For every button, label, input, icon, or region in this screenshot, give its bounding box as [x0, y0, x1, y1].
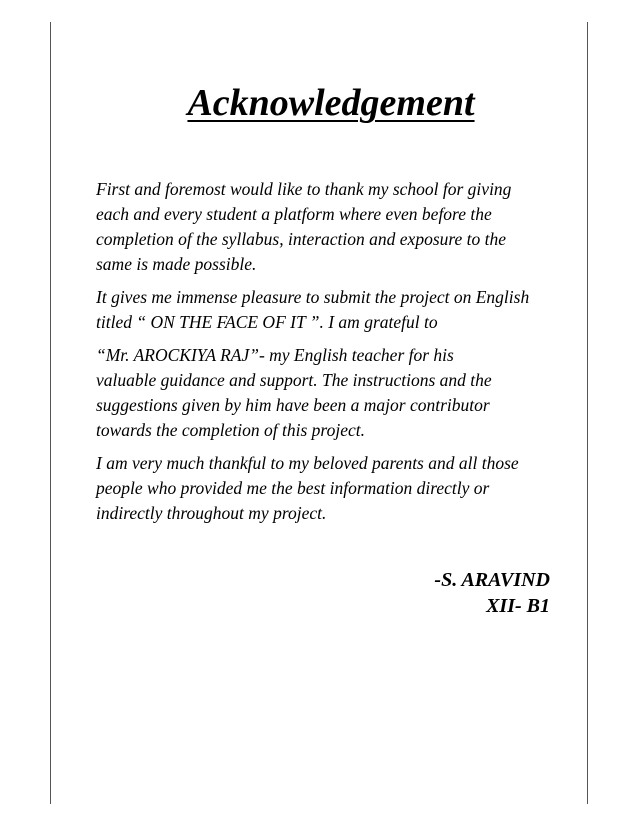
text-line: “Mr. AROCKIYA RAJ”- my English teacher for his — [96, 345, 454, 365]
text-line: indirectly throughout my project. — [96, 503, 327, 523]
page-border-right — [587, 22, 588, 804]
text-line: I am very much thankful to my beloved parents and all those — [96, 453, 519, 473]
page-title-text: Acknowledgement — [187, 82, 475, 124]
page-border-left — [50, 22, 51, 804]
text-line: completion of the syllabus, interaction and exposure to the — [96, 229, 507, 249]
signature-class: XII- B1 — [486, 595, 550, 617]
text-line: valuable guidance and support. The instructions and the — [96, 370, 492, 390]
text-line: First and foremost would like to thank my school for giving — [96, 179, 512, 199]
text-line: towards the completion of this project. — [96, 420, 365, 440]
text-line: It gives me immense pleasure to submit the project on English — [96, 287, 530, 307]
text-line: each and every student a platform where even before the — [96, 204, 492, 224]
text-line: titled “ ON THE FACE OF IT ”. I am grateful to — [96, 312, 438, 332]
paragraph-teacher — [96, 343, 566, 443]
acknowledgement-body — [96, 177, 566, 534]
page-title — [0, 80, 638, 126]
signature-block — [434, 567, 550, 619]
paragraph-school — [96, 177, 566, 277]
signature-name: -S. ARAVIND — [434, 569, 550, 591]
text-line: people who provided me the best information directly or — [96, 478, 490, 498]
paragraph-project — [96, 285, 566, 335]
paragraph-parents — [96, 451, 566, 526]
text-line: suggestions given by him have been a major contributor — [96, 395, 490, 415]
text-line: same is made possible. — [96, 254, 257, 274]
